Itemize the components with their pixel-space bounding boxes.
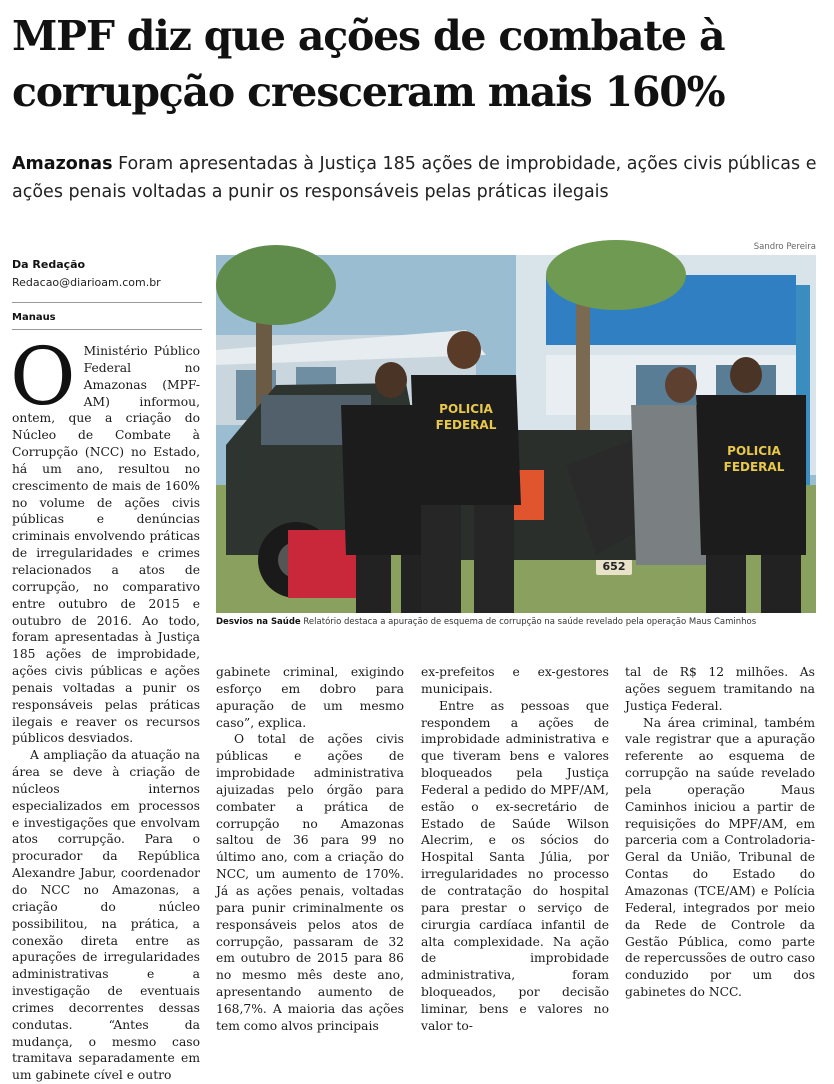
- divider: [12, 302, 202, 303]
- subhead: [12, 150, 827, 206]
- paragraph: ex-prefeitos e ex-gestores municipais.: [421, 665, 609, 696]
- svg-text:POLICIA: POLICIA: [439, 402, 493, 416]
- photo-illustration: [216, 255, 816, 613]
- paragraph-text: Ministério Público Federal no Amazonas (MPF-AM) informou, ontem, que a criação do Núcleo de Combate à Corrupção (NCC) no Estado, há um ano, resultou no crescimento de mais de 160% no volume de ações civis públicas e denúncias criminais envolvendo práticas de irregularidades e crimes relacionados a atos de corrupção, no comparativo entre outubro de 2015 e outubro de 2016. Ao todo, foram apresentadas à Justiça 185 ações de improbidade, ações civis públicas e ações penais voltadas a punir os responsáveis pelas práticas ilegais e reaver os recursos públicos desviados.: [12, 344, 200, 746]
- caption-title: Desvios na Saúde: [216, 617, 301, 627]
- dateline-place: Manaus: [12, 312, 56, 323]
- article-column-3: [421, 664, 609, 1035]
- paragraph: Na área criminal, também vale registrar que a apuração referente ao esquema de corrupção na saúde revelado pela operação Maus Caminhos iniciou a partir de requisições do MPF/AM, em parceria com a Controladoria-Geral da União, Tribunal de Contas do Estado do Amazonas (TCE/AM) e Polícia Federal, integrados por meio da Rede de Controle da Gestão Pública, como parte de repercussões de outro caso conduzido por um dos gabinetes do NCC.: [625, 715, 816, 1000]
- subhead-text: Foram apresentadas à Justiça 185 ações de improbidade, ações civis públicas e ações penais voltadas a punir os responsáveis pelas práticas ilegais: [12, 154, 817, 202]
- photo-credit: Sandro Pereira: [753, 242, 816, 252]
- article-column-1: [10, 330, 200, 1084]
- caption-text: Relatório destaca a apuração de esquema de corrupção na saúde revelado pela operação Maus Caminhos: [303, 617, 757, 627]
- plate-text: 652: [602, 560, 626, 573]
- headline: MPF diz que ações de combate à corrupção cresceram mais 160%: [12, 12, 725, 116]
- paragraph: gabinete criminal, exigindo esforço em dobro para apuração de um mesmo caso”, explica.: [216, 665, 404, 730]
- article-column-2: [216, 664, 404, 1035]
- article-column-4: [625, 664, 815, 1001]
- news-photo: [216, 255, 816, 613]
- subhead-kicker: Amazonas: [12, 154, 113, 174]
- svg-text:FEDERAL: FEDERAL: [723, 460, 785, 474]
- svg-text:FEDERAL: FEDERAL: [435, 418, 497, 432]
- paragraph: A ampliação da atuação na área se deve à criação de núcleos internos especializados em processos e investigações que envolvam atos corrupção. Para o procurador da República Alexandre Jabur, coordenador do NCC no Amazonas, a criação do núcleo possibilitou, na prática, a conexão direta entre as apurações de irregularidades administrativas e a investigação de eventuais crimes decorrentes dessas condutas. “Antes da mudança, o mesmo caso tramitava separadamente em um gabinete cível e outro: [12, 748, 200, 1083]
- paragraph: [10, 330, 200, 747]
- paragraph: O total de ações civis públicas e ações de improbidade administrativa ajuizadas pelo órgão para combater a prática de corrupção no Amazonas saltou de 36 para 99 no último ano, com a criação do NCC, um aumento de 170%. Já as ações penais, voltadas para punir criminalmente os responsáveis pelos atos de corrupção, passaram de 32 em outubro de 2015 para 86 no mesmo mês deste ano, apresentando aumento de 168,7%. A maioria das ações tem como alvos principais: [216, 732, 404, 1033]
- byline-email: Redacao@diarioam.com.br: [12, 276, 161, 289]
- paragraph: Entre as pessoas que respondem a ações de improbidade administrativa e que tiveram bens e valores bloqueados pela Justiça Federal a pedido do MPF/AM, estão o ex-secretário de Estado de Saúde Wilson Alecrim, e os sócios do Hospital Santa Júlia, por irregularidades no processo de contratação do hospital para prestar o serviço de cirurgia cardíaca infantil de alta complexidade. Na ação de improbidade administrativa, foram bloqueados, por decisão liminar, bens e valores no valor to-: [421, 698, 609, 1033]
- byline-author: Da Redação: [12, 258, 86, 271]
- drop-cap: O: [10, 330, 76, 423]
- photo-caption: [216, 617, 821, 627]
- paragraph: tal de R$ 12 milhões. As ações seguem tramitando na Justiça Federal.: [625, 665, 815, 713]
- svg-text:POLICIA: POLICIA: [727, 444, 781, 458]
